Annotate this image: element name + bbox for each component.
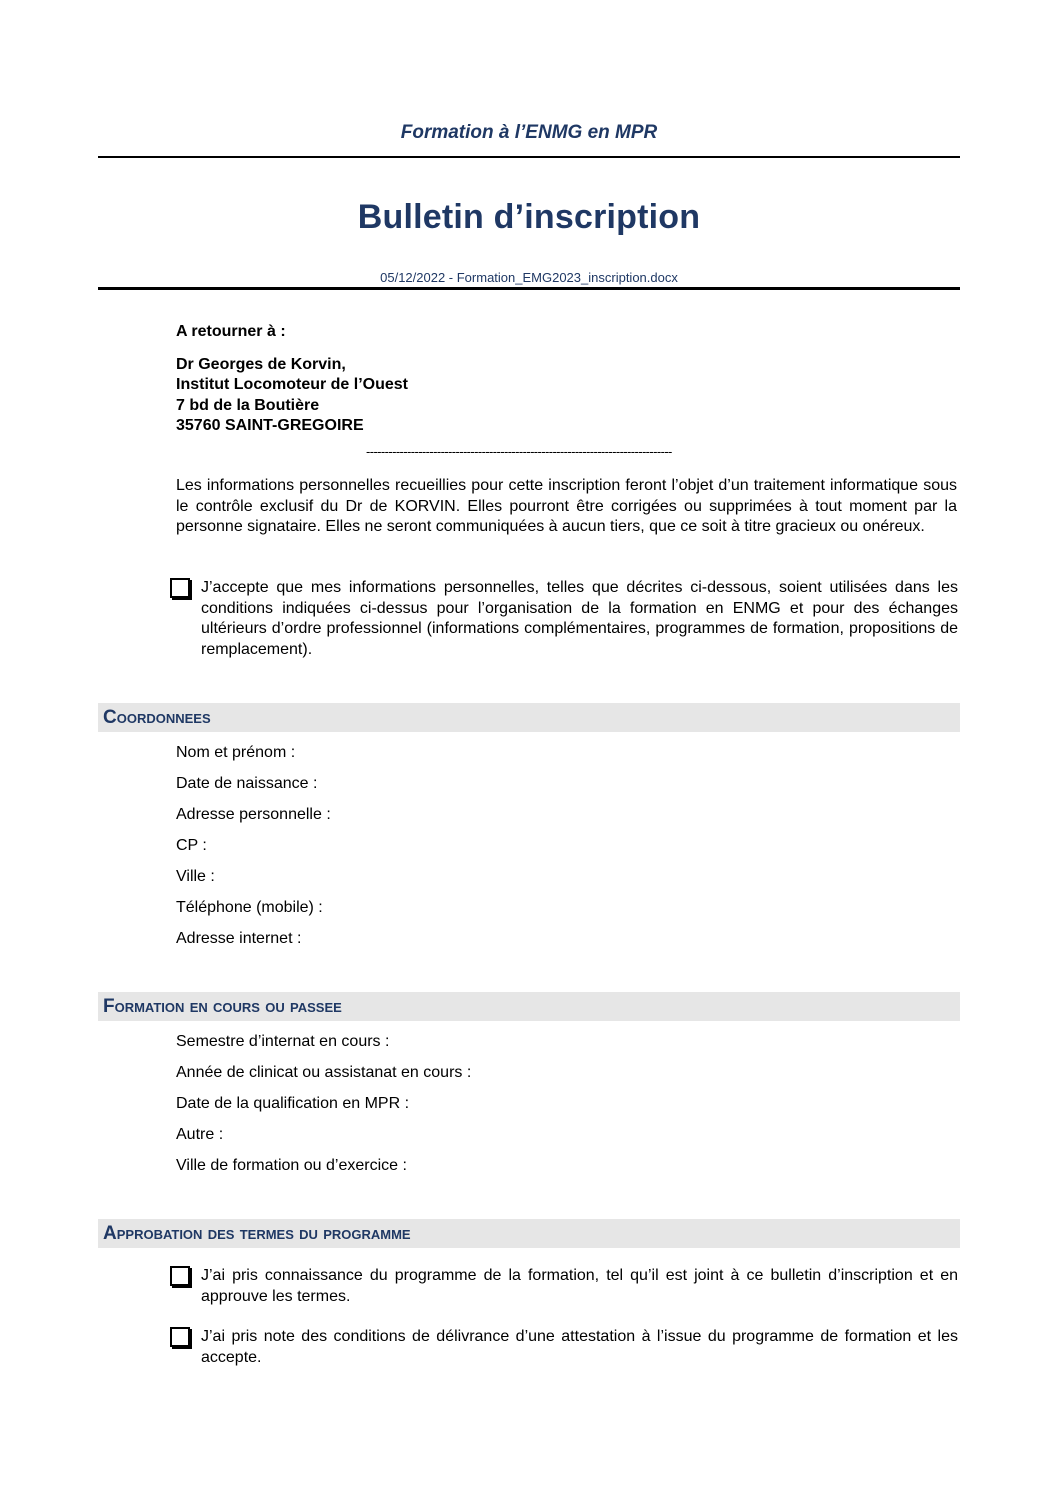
field-adresse-internet[interactable]: Adresse internet : bbox=[176, 930, 302, 947]
address-line-institute: Institut Locomoteur de l’Ouest bbox=[176, 376, 409, 394]
coordonnees-fields bbox=[176, 743, 331, 960]
section-title-formation: Formation en cours ou passee bbox=[103, 996, 342, 1017]
dashed-separator: ---------------------------------------------------------------------------------- bbox=[366, 446, 672, 458]
field-ville[interactable]: Ville : bbox=[176, 868, 215, 885]
return-address-block bbox=[176, 322, 408, 436]
field-annee-clinicat[interactable]: Année de clinicat ou assistanat en cours : bbox=[176, 1064, 472, 1081]
section-coordonnees bbox=[98, 703, 960, 732]
header-rule bbox=[98, 156, 960, 158]
running-title: Formation à l’ENMG en MPR bbox=[400, 122, 658, 143]
field-semestre-internat[interactable]: Semestre d’internat en cours : bbox=[176, 1033, 390, 1050]
consent-item bbox=[170, 578, 958, 660]
field-telephone[interactable]: Téléphone (mobile) : bbox=[176, 899, 323, 916]
consent-text: J’accepte que mes informations personnelles, telles que décrites ci-dessous, soient utilisées dans les conditions indiquées ci-dessus pour l’organisation de la formation en ENMG et pour des échanges ultérieurs d’ordre professionnel (informations complémentaires, programmes de formation, propositions de remplacement). bbox=[201, 579, 958, 658]
field-date-qualification[interactable]: Date de la qualification en MPR : bbox=[176, 1095, 410, 1112]
section-title-coordonnees: Coordonnees bbox=[103, 707, 211, 728]
approval-item-attestation bbox=[170, 1327, 958, 1368]
field-cp[interactable]: CP : bbox=[176, 837, 207, 854]
section-title-approbation: Approbation des termes du programme bbox=[103, 1223, 411, 1244]
return-heading: A retourner à : bbox=[176, 323, 286, 340]
address-line-street: 7 bd de la Boutière bbox=[176, 396, 320, 414]
field-ville-formation[interactable]: Ville de formation ou d’exercice : bbox=[176, 1157, 407, 1174]
consent-checkbox[interactable] bbox=[170, 578, 190, 598]
field-date-naissance[interactable]: Date de naissance : bbox=[176, 775, 318, 792]
title-rule bbox=[98, 287, 960, 290]
address-line-city: 35760 SAINT-GREGOIRE bbox=[176, 416, 364, 434]
field-autre[interactable]: Autre : bbox=[176, 1126, 224, 1143]
address-line-name: Dr Georges de Korvin, bbox=[176, 356, 346, 373]
formation-fields bbox=[176, 1032, 471, 1187]
privacy-notice: Les informations personnelles recueillies pour cette inscription feront l’objet d’un traitement informatique sous le contrôle exclusif du Dr de KORVIN. Elles pourront être corrigées ou supprimées à tout moment par la personne signataire. Elles ne seront communiquées à aucun tiers, que ce soit à titre gracieux ou onéreux. bbox=[176, 477, 957, 536]
approval-text-attestation: J’ai pris note des conditions de délivrance d’une attestation à l’issue du programme de formation et les accepte. bbox=[201, 1328, 958, 1366]
page-title: Bulletin d’inscription bbox=[357, 198, 701, 236]
approval-item-programme bbox=[170, 1266, 958, 1307]
section-approbation bbox=[98, 1219, 960, 1248]
approval-checkbox-programme[interactable] bbox=[170, 1266, 190, 1286]
section-formation bbox=[98, 992, 960, 1021]
file-reference: 05/12/2022 - Formation_EMG2023_inscription.docx bbox=[380, 270, 678, 285]
approval-text-programme: J’ai pris connaissance du programme de la formation, tel qu’il est joint à ce bulletin d’inscription et en approuve les termes. bbox=[201, 1267, 958, 1305]
field-nom-prenom[interactable]: Nom et prénom : bbox=[176, 744, 296, 761]
field-adresse-personnelle[interactable]: Adresse personnelle : bbox=[176, 806, 331, 823]
approval-checkbox-attestation[interactable] bbox=[170, 1327, 190, 1347]
